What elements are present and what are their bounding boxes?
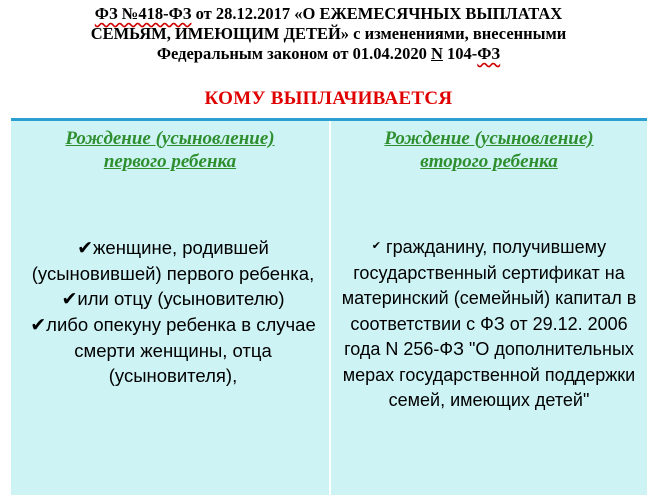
heading-line-3-fz: ФЗ [477, 44, 501, 63]
law-reference: ФЗ №418-ФЗ [94, 4, 192, 23]
heading-line-3-n: N [430, 44, 443, 63]
check-mark-icon: ✔ [371, 239, 382, 252]
column-title-line-1: Рождение (усыновление) [65, 128, 275, 149]
section-title: КОМУ ВЫПЛАЧИВАЕТСЯ [204, 88, 453, 109]
recipients-list [339, 233, 639, 414]
check-mark-icon: ✔ [77, 237, 94, 259]
recipients-list [23, 235, 323, 388]
list-item-text: гражданину, получившему государственный сертификат на материнский (семейный) капитал в соответствии с ФЗ от 29.12. 2006 года N 256-ФЗ "О дополнительных мерах государственной поддержки семей, имеющих детей" [341, 237, 637, 410]
heading-line-2: СЕМЬЯМ, ИМЕЮЩИМ ДЕТЕЙ» с изменениями, внесенными [90, 24, 567, 43]
list-item-text: или отцу (усыновителю) [77, 288, 285, 309]
list-item [23, 235, 323, 286]
column-title-line-2: первого ребенка [103, 151, 237, 172]
column-first-child [11, 121, 331, 495]
column-second-child [331, 121, 647, 495]
list-item [23, 286, 323, 312]
list-item-text: либо опекуну ребенка в случае смерти женщины, отца (усыновителя), [46, 314, 316, 386]
document-heading [0, 4, 657, 64]
heading-line-3-pre: Федеральным законом от 01.04.2020 [156, 44, 431, 63]
column-title-line-2: второго ребенка [420, 151, 558, 172]
list-item-text: женщине, родившей (усыновившей) первого ребенка, [31, 237, 315, 284]
heading-line-3 [0, 44, 657, 64]
recipients-table [11, 118, 647, 495]
heading-line-1 [0, 4, 657, 24]
check-mark-icon: ✔ [61, 288, 78, 310]
list-item [339, 233, 639, 414]
heading-line-3-num: 104- [442, 44, 478, 63]
list-item [23, 312, 323, 388]
heading-line-1-rest: от 28.12.2017 «О ЕЖЕМЕСЯЧНЫХ ВЫПЛАТАХ [191, 4, 563, 23]
column-title [11, 127, 329, 173]
check-mark-icon: ✔ [30, 314, 47, 336]
column-title [331, 127, 647, 173]
column-title-line-1: Рождение (усыновление) [384, 128, 594, 149]
